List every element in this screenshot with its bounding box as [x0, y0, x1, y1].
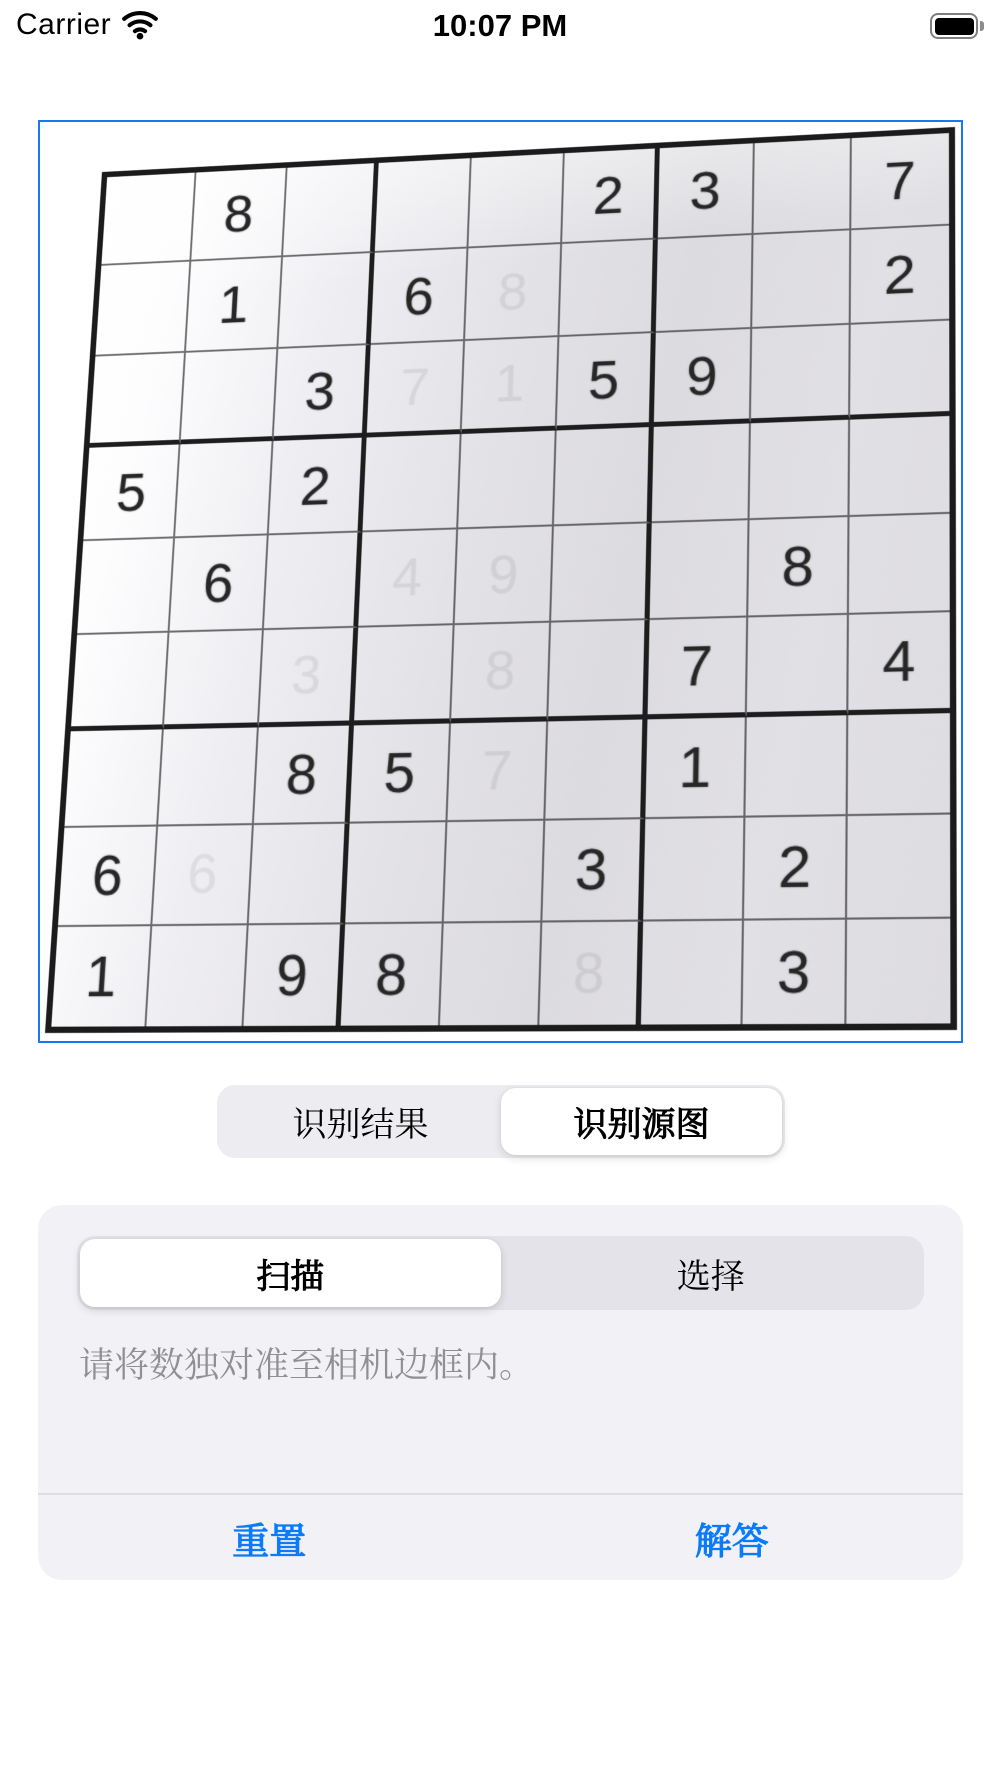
- sudoku-cell: 3: [273, 345, 371, 441]
- sudoku-cell: [850, 320, 950, 420]
- sudoku-cell: [847, 815, 951, 919]
- tab-source-image[interactable]: 识别源图: [501, 1088, 782, 1155]
- sudoku-cell: [264, 532, 363, 630]
- solve-button[interactable]: 解答: [694, 1520, 769, 1562]
- sudoku-cell: [465, 244, 563, 341]
- sudoku-cell: [95, 262, 191, 357]
- ghost-digit: 6: [185, 843, 219, 906]
- sudoku-cell: [147, 925, 249, 1026]
- tab-select[interactable]: 选择: [676, 1257, 745, 1296]
- sudoku-cell: 7: [851, 133, 949, 231]
- ghost-digit: 4: [391, 547, 424, 608]
- sudoku-cell: [249, 824, 350, 925]
- sudoku-cell: 6: [170, 535, 269, 633]
- sudoku-cell: 6: [58, 827, 159, 927]
- tab-recognition-result[interactable]: 识别结果: [292, 1106, 429, 1144]
- hint-text: 请将数独对准至相机边框内。: [79, 1346, 535, 1385]
- sudoku-cell: 8: [192, 168, 288, 262]
- sudoku-cell: [64, 729, 164, 828]
- sudoku-cell: [846, 918, 950, 1024]
- sudoku-cell: 1: [645, 717, 747, 819]
- sudoku-cell: 4: [848, 612, 950, 714]
- ghost-digit: 8: [496, 262, 529, 322]
- sudoku-cell: 3: [743, 919, 847, 1024]
- sudoku-cell: [153, 825, 254, 926]
- sudoku-cell: 3: [543, 819, 645, 922]
- sudoku-cell: [454, 526, 554, 625]
- sudoku-cell: [283, 163, 379, 258]
- sudoku-cell: [546, 719, 648, 821]
- sudoku-cell: [750, 420, 850, 520]
- control-card: [38, 1205, 963, 1580]
- sudoku-cell: [164, 630, 263, 729]
- sudoku-cell: [278, 253, 375, 349]
- sudoku-cell: [848, 514, 949, 615]
- sudoku-cell: [440, 922, 543, 1025]
- sudoku-cell: 5: [83, 445, 181, 541]
- sudoku-cell: [554, 427, 653, 526]
- ghost-digit: 9: [487, 544, 520, 606]
- sudoku-cell: [71, 633, 170, 731]
- ghost-digit: 7: [399, 357, 431, 417]
- sudoku-cell: [181, 349, 278, 445]
- sudoku-cell: [367, 341, 465, 438]
- sudoku-cell: [354, 625, 454, 725]
- sudoku-cell: [375, 158, 471, 253]
- sudoku-cell: 1: [51, 926, 152, 1027]
- sudoku-cell: [752, 231, 850, 329]
- sudoku-cell: [548, 620, 649, 721]
- sudoku-cell: [560, 240, 658, 337]
- sudoku-cell: [655, 235, 753, 333]
- sudoku-cell: 3: [657, 143, 754, 240]
- reset-button[interactable]: 重置: [232, 1520, 307, 1562]
- sudoku-cell: 2: [744, 816, 847, 920]
- sudoku-cell: 8: [254, 725, 355, 825]
- sudoku-cell: [468, 153, 565, 249]
- sudoku-cell: [345, 822, 447, 924]
- sudoku-cell: [458, 431, 557, 529]
- sudoku-cell: [746, 715, 848, 818]
- status-bar: [0, 0, 1000, 54]
- ghost-digit: 8: [572, 940, 606, 1006]
- sudoku-cell: [89, 353, 186, 448]
- sudoku-cell: 6: [371, 249, 468, 345]
- sudoku-cell: [643, 818, 746, 921]
- carrier-label: Carrier: [16, 8, 112, 41]
- sudoku-cell: [540, 921, 643, 1025]
- sudoku-cell: 5: [350, 723, 451, 824]
- sudoku-cell: 2: [269, 438, 367, 535]
- sudoku-cell: [754, 138, 852, 235]
- sudoku-cell: 5: [557, 333, 656, 431]
- sudoku-cell: [101, 173, 197, 267]
- sudoku-grid: [45, 127, 957, 1033]
- ghost-digit: 3: [290, 644, 323, 706]
- sudoku-cell: [447, 721, 548, 822]
- tab-scan[interactable]: 扫描: [80, 1239, 501, 1307]
- sudoku-cell: [363, 434, 462, 532]
- sudoku-cell: 8: [341, 923, 443, 1026]
- sudoku-cell: [175, 441, 273, 538]
- ghost-digit: 7: [480, 739, 514, 802]
- sudoku-cell: [651, 424, 751, 523]
- clock: 10:07 PM: [432, 8, 568, 43]
- sudoku-cell: [641, 920, 745, 1024]
- ghost-digit: 8: [484, 639, 517, 702]
- sudoku-cell: [847, 713, 950, 816]
- sudoku-cell: 7: [647, 618, 748, 719]
- sudoku-cell: [461, 337, 559, 434]
- sudoku-cell: [259, 628, 359, 727]
- sudoku-cell: [77, 538, 175, 635]
- sudoku-cell: [551, 523, 651, 623]
- sudoku-cell: 1: [186, 258, 283, 353]
- sudoku-cell: [649, 520, 749, 620]
- view-segmented-control: [217, 1085, 785, 1158]
- sudoku-cell: 9: [243, 924, 345, 1026]
- battery-icon: [930, 13, 978, 39]
- sudoku-cell: [751, 325, 850, 424]
- ghost-digit: 1: [493, 353, 526, 413]
- battery-nub-icon: [980, 21, 984, 31]
- sudoku-cell: [443, 821, 545, 923]
- sudoku-cell: [747, 615, 849, 717]
- sudoku-cell: 8: [748, 517, 849, 618]
- sudoku-cell: [451, 623, 551, 723]
- sudoku-cell: 9: [653, 329, 752, 427]
- action-row: [38, 1495, 963, 1580]
- sudoku-cell: [359, 529, 458, 628]
- sudoku-cell: 2: [562, 148, 659, 244]
- sudoku-cell: 2: [850, 226, 949, 325]
- mode-segmented-control: [77, 1236, 924, 1310]
- sudoku-cell: [159, 727, 259, 827]
- sudoku-cell: [849, 416, 949, 516]
- photo-preview: [38, 120, 963, 1043]
